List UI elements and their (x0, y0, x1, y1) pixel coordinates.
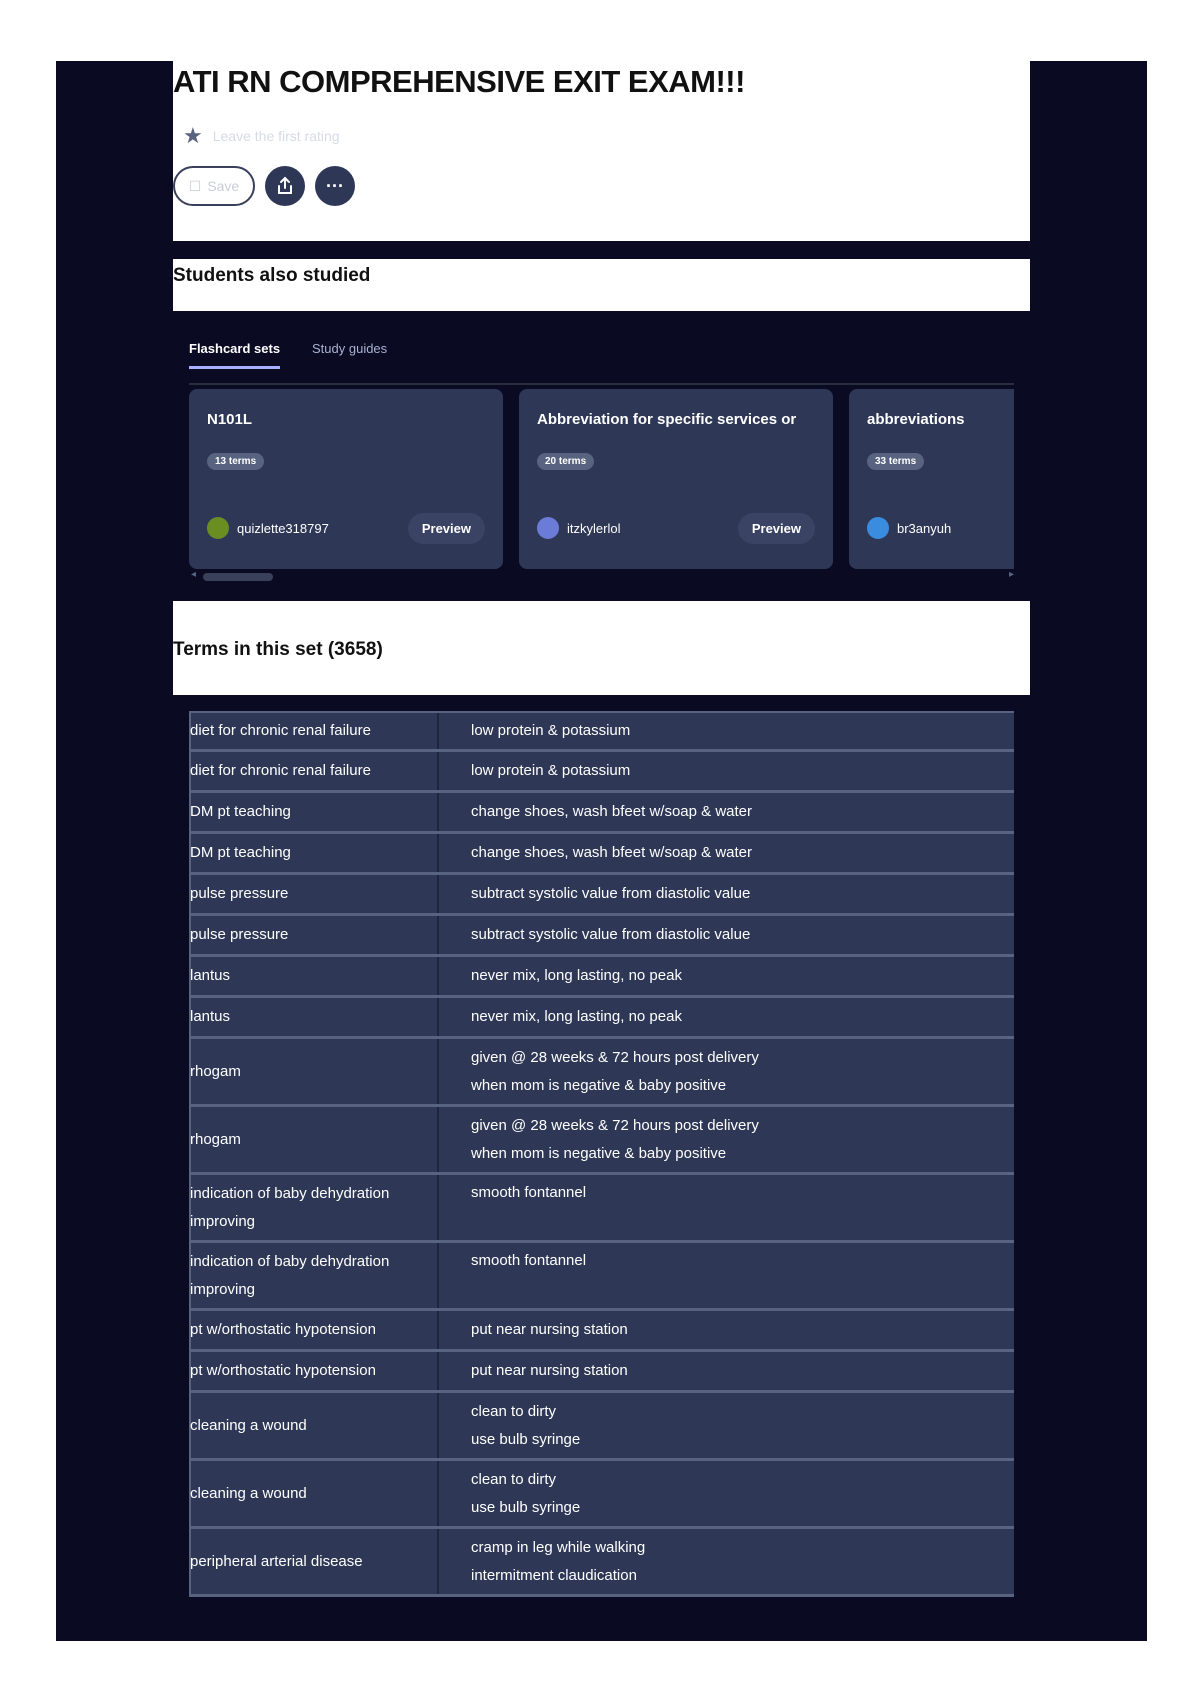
definition-text (471, 1393, 1004, 1458)
term-row[interactable] (189, 957, 1014, 998)
terms-count-badge: 20 terms (537, 453, 594, 470)
tab-study-guides[interactable]: Study guides (312, 341, 388, 356)
definition-text (471, 1461, 1004, 1526)
card-author[interactable] (207, 517, 329, 539)
tab-flashcard-sets[interactable]: Flashcard sets (189, 341, 280, 369)
definition-text (471, 1175, 1004, 1240)
flashcard-set-carousel (189, 389, 1014, 571)
definition-line: never mix, long lasting, no peak (471, 967, 682, 984)
card-title[interactable]: abbreviations (867, 411, 965, 428)
more-icon: ··· (326, 175, 344, 196)
set-header (173, 61, 1030, 241)
definition-text (471, 834, 1004, 872)
definition-line: given @ 28 weeks & 72 hours post delivery (471, 1048, 759, 1066)
save-button-label: Save (207, 178, 240, 194)
term-row[interactable] (189, 1243, 1014, 1311)
term-row[interactable] (189, 1461, 1014, 1529)
term-text: rhogam (189, 1039, 439, 1104)
term-text: pulse pressure (189, 875, 439, 913)
terms-panel (173, 695, 1030, 1641)
save-button[interactable] (173, 166, 255, 206)
definition-text (471, 793, 1004, 831)
card-title[interactable]: Abbreviation for specific services or (537, 411, 797, 428)
students-also-studied-panel (173, 311, 1030, 601)
avatar (537, 517, 559, 539)
definition-line: use bulb syringe (471, 1430, 581, 1448)
definition-line: smooth fontannel (471, 1184, 587, 1201)
term-text: pt w/orthostatic hypotension (189, 1311, 439, 1349)
students-also-studied-header (173, 259, 1030, 311)
terms-table (189, 711, 1014, 1597)
definition-text (471, 998, 1004, 1036)
definition-line: given @ 28 weeks & 72 hours post delivery (471, 1116, 759, 1134)
term-row[interactable] (189, 998, 1014, 1039)
definition-text (471, 916, 1004, 954)
avatar (207, 517, 229, 539)
term-row[interactable] (189, 711, 1014, 752)
author-name[interactable]: itzkylerlol (567, 520, 621, 536)
section-title-students-also-studied: Students also studied (173, 265, 371, 286)
definition-line: low protein & potassium (471, 762, 631, 779)
flashcard-set-card[interactable] (519, 389, 833, 569)
term-row[interactable] (189, 1393, 1014, 1461)
definition-text (471, 1352, 1004, 1390)
term-text: diet for chronic renal failure (189, 713, 439, 749)
definition-line: when mom is negative & baby positive (471, 1144, 727, 1162)
rating-text[interactable]: Leave the first rating (212, 128, 340, 144)
avatar (867, 517, 889, 539)
definition-line: clean to dirty (471, 1402, 557, 1420)
definition-line: subtract systolic value from diastolic value (471, 885, 751, 902)
term-row[interactable] (189, 1352, 1014, 1393)
definition-line: when mom is negative & baby positive (471, 1076, 727, 1094)
definition-line: put near nursing station (471, 1321, 628, 1338)
term-text: cleaning a wound (189, 1461, 439, 1526)
term-row[interactable] (189, 752, 1014, 793)
share-icon (276, 176, 294, 196)
term-row[interactable] (189, 1311, 1014, 1352)
definition-line: subtract systolic value from diastolic value (471, 926, 751, 943)
rating-row[interactable] (183, 125, 340, 147)
flashcard-set-card[interactable] (849, 389, 1014, 569)
term-row[interactable] (189, 1529, 1014, 1597)
term-row[interactable] (189, 1175, 1014, 1243)
card-author[interactable] (867, 517, 951, 539)
definition-line: intermitment claudication (471, 1566, 637, 1584)
term-text: pt w/orthostatic hypotension (189, 1352, 439, 1390)
definition-text (471, 1311, 1004, 1349)
set-actions (173, 166, 355, 206)
definition-line: put near nursing station (471, 1362, 628, 1379)
author-name[interactable]: br3anyuh (897, 520, 952, 536)
definition-text (471, 1243, 1004, 1308)
definition-text (471, 1039, 1004, 1104)
term-row[interactable] (189, 1039, 1014, 1107)
term-text: diet for chronic renal failure (189, 752, 439, 790)
definition-text (471, 713, 1004, 749)
term-text: indication of baby dehydration improving (189, 1175, 439, 1240)
share-button[interactable] (265, 166, 305, 206)
terms-count-badge: 13 terms (207, 453, 264, 470)
preview-button[interactable]: Preview (408, 513, 485, 544)
star-icon[interactable]: ★ (183, 123, 203, 148)
term-row[interactable] (189, 1107, 1014, 1175)
card-title[interactable]: N101L (207, 411, 253, 428)
term-text: DM pt teaching (189, 793, 439, 831)
scroll-left-icon[interactable]: ◂ (191, 569, 197, 580)
preview-button[interactable]: Preview (738, 513, 815, 544)
definition-line: change shoes, wash bfeet w/soap & water (471, 803, 753, 820)
section-title-terms: Terms in this set (3658) (173, 639, 383, 660)
term-text: cleaning a wound (189, 1393, 439, 1458)
term-text: lantus (189, 957, 439, 995)
term-row[interactable] (189, 793, 1014, 834)
definition-line: smooth fontannel (471, 1252, 587, 1269)
term-row[interactable] (189, 875, 1014, 916)
term-row[interactable] (189, 834, 1014, 875)
definition-line: cramp in leg while walking (471, 1538, 646, 1556)
definition-line: low protein & potassium (471, 722, 631, 739)
tab-bar (189, 341, 1014, 385)
terms-count-badge: 33 terms (867, 453, 924, 470)
definition-line: change shoes, wash bfeet w/soap & water (471, 844, 753, 861)
definition-line: clean to dirty (471, 1470, 557, 1488)
flashcard-set-card[interactable] (189, 389, 503, 569)
page-title: ATI RN COMPREHENSIVE EXIT EXAM!!! (173, 64, 745, 99)
definition-line: use bulb syringe (471, 1498, 581, 1516)
definition-text (471, 1529, 1004, 1594)
folder-icon: ☐ (188, 177, 202, 194)
definition-text (471, 1107, 1004, 1172)
term-row[interactable] (189, 916, 1014, 957)
definition-text (471, 752, 1004, 790)
card-author[interactable] (537, 517, 620, 539)
definition-line: never mix, long lasting, no peak (471, 1008, 682, 1025)
term-text: indication of baby dehydration improving (189, 1243, 439, 1308)
author-name[interactable]: quizlette318797 (237, 520, 329, 536)
term-text: lantus (189, 998, 439, 1036)
term-text: peripheral arterial disease (189, 1529, 439, 1594)
definition-text (471, 957, 1004, 995)
definition-text (471, 875, 1004, 913)
term-text: pulse pressure (189, 916, 439, 954)
terms-header (173, 601, 1030, 695)
term-text: rhogam (189, 1107, 439, 1172)
term-text: DM pt teaching (189, 834, 439, 872)
scroll-right-icon[interactable]: ▸ (1008, 569, 1014, 580)
more-options-button[interactable] (315, 166, 355, 206)
carousel-scrollbar[interactable] (203, 573, 273, 581)
